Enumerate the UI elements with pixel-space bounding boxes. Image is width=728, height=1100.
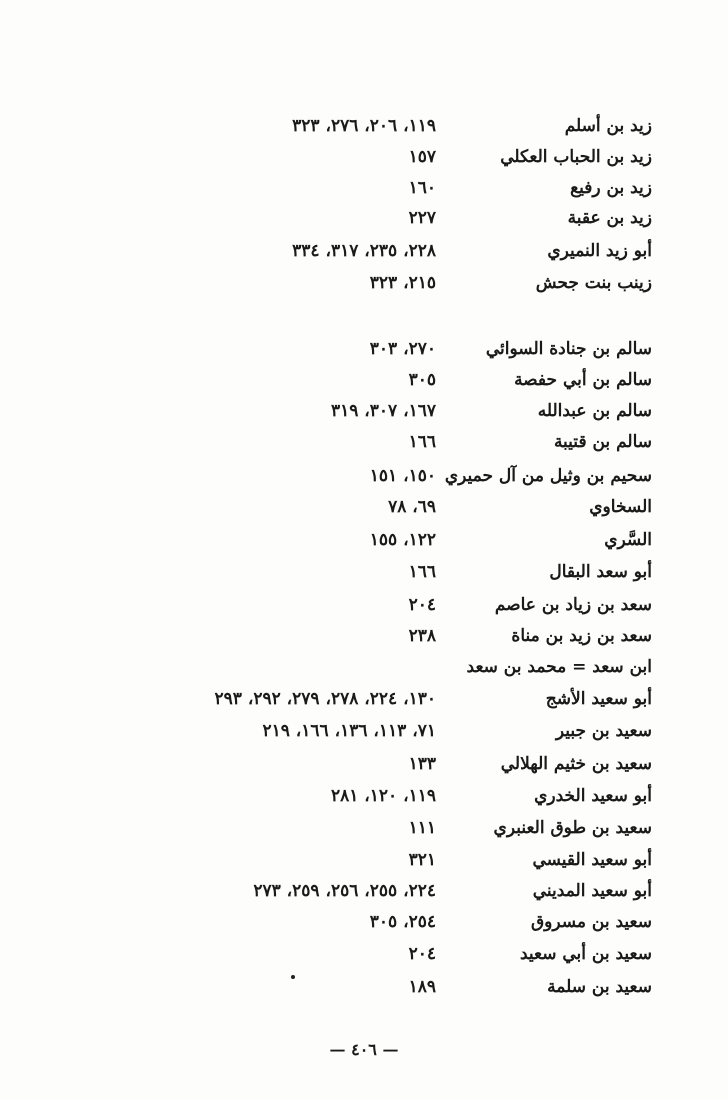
index-entry <box>0 716 728 746</box>
entry-name: سعد بن زياد بن عاصم <box>494 595 652 615</box>
entry-pages: ٢٢٧ <box>408 208 436 228</box>
entry-name: سعد بن زيد بن مناة <box>511 626 652 646</box>
index-entry <box>0 781 728 811</box>
entry-pages: ٢٠٤ <box>408 944 436 964</box>
entry-name: سعيد بن طوق العنبري <box>493 818 652 838</box>
entry-pages: ٢٥٤، ٣٠٥ <box>369 912 436 932</box>
entry-name: زينب بنت جحش <box>535 273 652 293</box>
entry-pages: ١٦٦ <box>408 562 436 582</box>
entry-name: سالم بن قتيبة <box>553 432 652 452</box>
entry-pages: ١١٩، ٢٠٦، ٢٧٦، ٣٢٣ <box>292 116 436 136</box>
ink-speck <box>291 975 295 979</box>
entry-name: أبو سعيد الخدري <box>534 786 652 806</box>
index-entry <box>0 907 728 937</box>
entry-pages: ١٦٠ <box>408 178 436 198</box>
entry-name: زيد بن عقبة <box>567 208 652 228</box>
entry-name: سالم بن جنادة السوائي <box>485 339 652 359</box>
index-entry <box>0 939 728 969</box>
entry-name: سعيد بن جبير <box>555 721 652 741</box>
index-entry <box>0 972 728 1002</box>
entry-name: سحيم بن وثيل من آل حميري <box>444 466 652 486</box>
entry-name: السَّري <box>604 530 652 550</box>
index-entry <box>0 876 728 906</box>
entry-pages: ١١٩، ١٢٠، ٢٨١ <box>330 786 436 806</box>
entry-pages: ٢٧٠، ٣٠٣ <box>369 339 436 359</box>
index-entry <box>0 427 728 457</box>
entry-name: أبو سعيد القيسي <box>532 850 652 870</box>
index-entry <box>0 590 728 620</box>
entry-pages: ٢٢٨، ٢٣٥، ٣١٧، ٣٣٤ <box>292 241 436 261</box>
index-entry <box>0 525 728 555</box>
index-entry <box>0 557 728 587</box>
index-entry <box>0 268 728 298</box>
entry-name: أبو سعد البقال <box>549 562 652 582</box>
entry-pages: ٧١، ١١٣، ١٣٦، ١٦٦، ٢١٩ <box>262 721 436 741</box>
entry-pages: ٢٠٤ <box>408 595 436 615</box>
index-entry <box>0 365 728 395</box>
index-entry <box>0 142 728 172</box>
index-entry <box>0 203 728 233</box>
entry-name: السخاوي <box>589 497 652 517</box>
index-entry <box>0 684 728 714</box>
index-entry <box>0 236 728 266</box>
entry-name: سعيد بن أبي سعيد <box>519 944 652 964</box>
entry-pages: ٢٢٤، ٢٥٥، ٢٥٦، ٢٥٩، ٢٧٣ <box>253 881 436 901</box>
entry-name: سعيد بن سلمة <box>547 977 652 997</box>
index-entry <box>0 492 728 522</box>
entry-pages: ١٥٧ <box>408 147 436 167</box>
entry-name: سعيد بن مسروق <box>530 912 652 932</box>
entry-pages: ١٦٦ <box>408 432 436 452</box>
entry-pages: ٣٢١ <box>408 850 436 870</box>
entry-pages: ١٢٢، ١٥٥ <box>369 530 436 550</box>
entry-name: أبو سعيد المديني <box>532 881 652 901</box>
entry-name: زيد بن الحباب العكلي <box>500 147 652 167</box>
entry-pages: ١٦٧، ٣٠٧، ٣١٩ <box>330 401 436 421</box>
index-cross-reference <box>0 652 728 682</box>
entry-name: سالم بن عبدالله <box>537 401 652 421</box>
entry-name: زيد بن رفيع <box>570 178 652 198</box>
entry-pages: ٣٠٥ <box>408 370 436 390</box>
entry-name: أبو زيد النميري <box>547 241 652 261</box>
entry-pages: ٢٣٨ <box>408 626 436 646</box>
entry-pages: ١١١ <box>408 818 436 838</box>
entry-pages: ١٨٩ <box>408 977 436 997</box>
index-entry <box>0 845 728 875</box>
index-entry <box>0 749 728 779</box>
index-entry <box>0 396 728 426</box>
entry-pages: ٢١٥، ٣٢٣ <box>369 273 436 293</box>
index-entry <box>0 621 728 651</box>
index-entry <box>0 173 728 203</box>
index-entry <box>0 111 728 141</box>
index-entry <box>0 813 728 843</box>
entry-pages: ٦٩، ٧٨ <box>388 497 436 517</box>
entry-name: أبو سعيد الأشج <box>545 689 652 709</box>
entry-name: زيد بن أسلم <box>564 116 652 136</box>
page-number: — ٤٠٦ — <box>329 1040 399 1059</box>
index-entry <box>0 334 728 364</box>
entry-name: سعيد بن خثيم الهلالي <box>500 754 652 774</box>
index-entry <box>0 461 728 491</box>
entry-pages: ١٣٣ <box>408 754 436 774</box>
entry-pages: ١٥٠، ١٥١ <box>369 466 436 486</box>
entry-name: سالم بن أبي حفصة <box>514 370 652 390</box>
entry-name: ابن سعد = محمد بن سعد <box>466 657 652 677</box>
entry-pages: ١٣٠، ٢٢٤، ٢٧٨، ٢٧٩، ٢٩٢، ٢٩٣ <box>214 689 436 709</box>
